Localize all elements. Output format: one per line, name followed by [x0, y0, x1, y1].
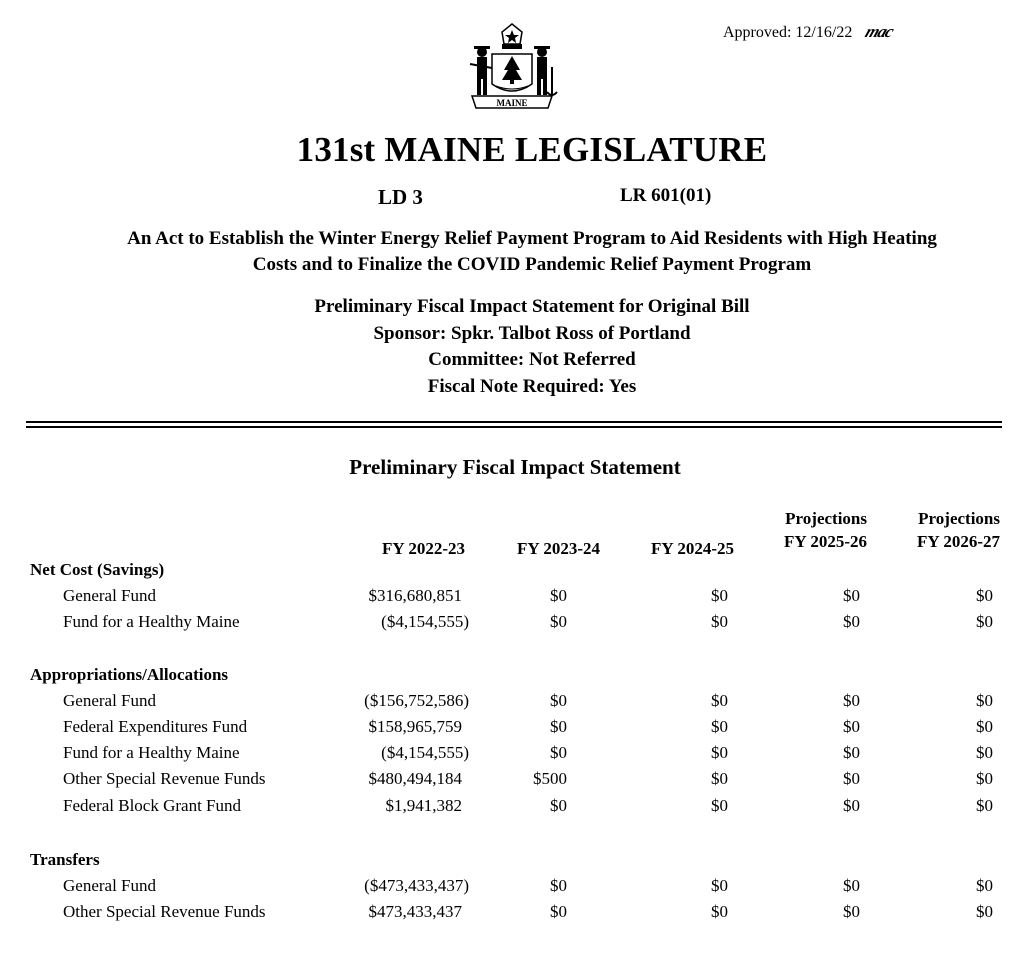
- svg-text:MAINE: MAINE: [496, 98, 528, 108]
- committee: Committee: Not Referred: [428, 349, 636, 370]
- column-header-fy2026-27: Projections FY 2026-27: [917, 509, 1000, 551]
- column-header-fy2022-23: FY 2022-23: [382, 539, 465, 558]
- act-title: [60, 226, 1004, 278]
- section-appropriations: Appropriations/Allocations: [30, 665, 229, 684]
- approval-stamp: [723, 22, 897, 42]
- approver-initials: mac: [863, 22, 897, 41]
- bill-metadata: [232, 294, 832, 400]
- maine-state-seal-icon: [462, 22, 562, 112]
- divider-top: [26, 421, 1002, 423]
- section-transfers: Transfers: [30, 850, 100, 869]
- sponsor: Sponsor: Spkr. Talbot Ross of Portland: [373, 322, 691, 344]
- column-header-fy2025-26: Projections FY 2025-26: [784, 509, 867, 551]
- section-net-cost: Net Cost (Savings): [30, 560, 165, 579]
- column-header-fy2024-25: FY 2024-25: [651, 539, 734, 558]
- approved-date: Approved: 12/16/22: [723, 24, 853, 41]
- legislature-title: 131st MAINE LEGISLATURE: [296, 130, 768, 169]
- divider-bottom: [26, 426, 1002, 428]
- fiscal-table-title: Preliminary Fiscal Impact Statement: [349, 455, 681, 479]
- ld-number: LD 3: [378, 185, 423, 209]
- column-header-fy2023-24: FY 2023-24: [517, 539, 600, 558]
- act-title-line-1: An Act to Establish the Winter Energy Relief Payment Program to Aid Residents with High Heating: [127, 228, 937, 249]
- act-title-line-2: Costs and to Finalize the COVID Pandemic Relief Payment Program: [252, 254, 812, 275]
- fiscal-note-required: Fiscal Note Required: Yes: [427, 375, 637, 397]
- lr-number: LR 601(01): [620, 185, 712, 206]
- statement-type: Preliminary Fiscal Impact Statement for Original Bill: [314, 296, 750, 317]
